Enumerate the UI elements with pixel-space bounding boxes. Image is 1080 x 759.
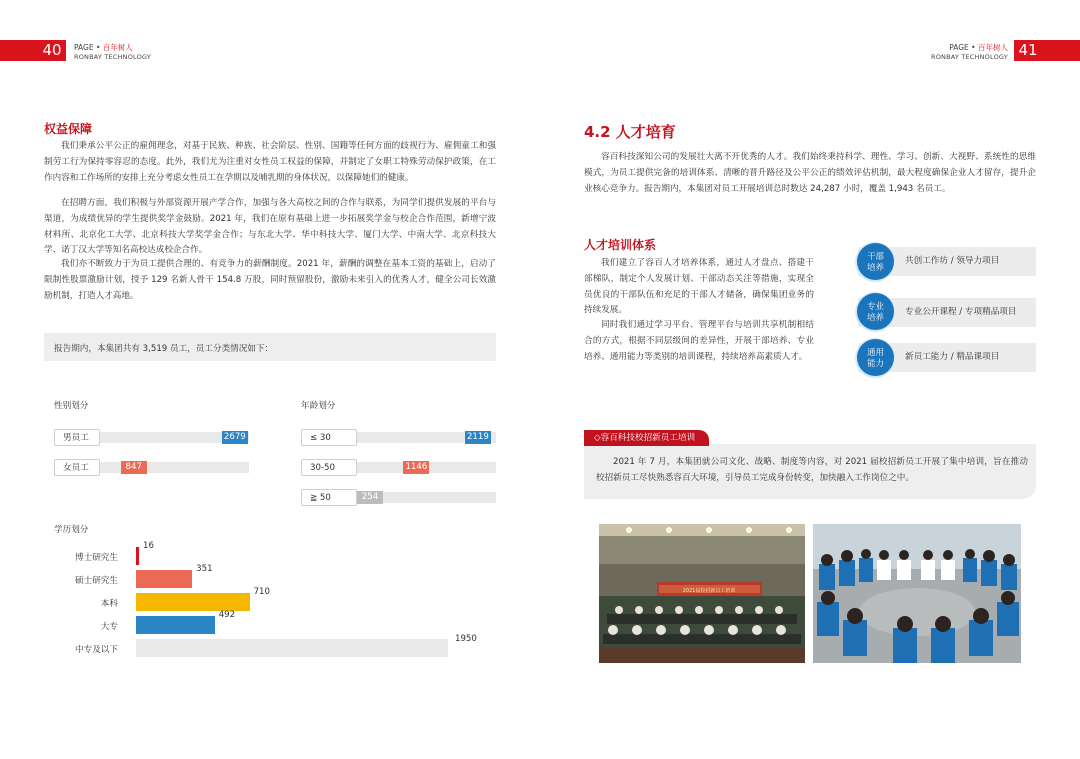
program-text-cadre: 共创工作坊 / 领导力项目 <box>905 256 1000 266</box>
edu-label-4: 中专及以下 <box>75 645 118 655</box>
program-text-general: 新员工能力 / 精品课项目 <box>905 352 1000 362</box>
program-circle-cadre-line2: 培养 <box>867 261 884 272</box>
program-circle-professional-line1: 专业 <box>867 300 884 311</box>
talent-intro: 容百科技深知公司的发展壮大离不开优秀的人才。我们始终秉持科学、理性、学习、创新、大视野、系统性的思维模式，为员工提供完备的培训体系、清晰的晋升路径及公平公正的绩效评估机制，最大程度确保企业人才留存，提升企业核心竞争力。报告期内，本集团对员工开展培训总时数达 24,287 小时，覆盖 1,943 名员工。 <box>584 152 1036 194</box>
gender-value-0: 2679 <box>222 431 248 444</box>
edu-value-2: 710 <box>253 587 270 597</box>
training-circle-photo <box>813 524 1021 663</box>
training-paragraph-2: 同时我们通过学习平台、管理平台与培训共享机制相结合的方式，根据不同层级间的差异性，开展干部培养、专业培养、通用能力等类别的培训课程，持续培养高素质人才。 <box>584 320 814 362</box>
age-chart-title: 年龄划分 <box>301 401 336 411</box>
training-paragraph-1: 我们建立了容百人才培养体系，通过人才盘点、搭建干部梯队，制定个人发展计划、干部动态关注等措施，实现全员优良的干部队伍和充足的干部人才储备，确保集团业务的持续发展。 <box>584 258 814 316</box>
program-circle-general-line2: 能力 <box>867 357 884 368</box>
program-circle-general-line1: 通用 <box>867 346 884 357</box>
left-page-number: 40 <box>42 41 62 59</box>
right-brand-en: RONBAY TECHNOLOGY <box>930 53 1008 61</box>
left-page-word: PAGE • <box>74 43 101 52</box>
edu-label-0: 博士研究生 <box>75 553 118 563</box>
left-brand-en: RONBAY TECHNOLOGY <box>74 53 152 61</box>
gender-value-1: 847 <box>121 461 147 474</box>
talent-section-title: 4.2 人才培育 <box>584 123 676 141</box>
right-page-number: 41 <box>1018 41 1038 59</box>
edu-value-0: 16 <box>143 541 154 551</box>
edu-value-3: 492 <box>218 610 236 620</box>
rights-paragraph-3: 我们亦不断致力于为员工提供合理的、有竞争力的薪酬制度。2021 年，薪酬的调整在基本工资的基础上，启动了限制性股票激励计划，授予 129 名新人骨干 154.8 万股，同时预留股份，激励未来引入的优秀人才，健全公司长效激励机制，打造人才高地。 <box>44 259 496 301</box>
age-label-2: ≧ 50 <box>301 489 357 506</box>
age-value-1: 1146 <box>403 461 429 474</box>
program-text-professional: 专业公开课程 / 专项精品项目 <box>905 307 1017 317</box>
right-brand-cn: 百年树人 <box>978 43 1008 52</box>
rights-paragraph-2: 在招聘方面，我们积极与外部资源开展产学合作，加强与各大高校之间的合作与联系，为同学们提供发展的平台与渠道，为成绩优异的学生提供奖学金鼓励。2021 年，我们在原有基础上进一步拓展奖学金与校企合作范围，新增宁波材料所、北京化工大学、北京科技大学奖学金合作；与东北大学、华中科技大学、厦门大学、中南大学、北京科技大学、诺丁汉大学等知名高校达成校企合作。 <box>44 198 496 256</box>
gender-label-1: 女员工 <box>54 459 100 476</box>
program-circle-professional <box>857 293 894 330</box>
edu-bar-1 <box>136 570 192 588</box>
right-header-page-label <box>949 42 1008 53</box>
meeting-banner-text: 2021届校招新员工培训 <box>682 588 736 594</box>
left-brand-cn: 百年树人 <box>102 43 133 52</box>
edu-bar-0 <box>136 547 139 565</box>
edu-value-1: 351 <box>196 564 213 574</box>
program-circle-general <box>857 339 894 376</box>
edu-bar-3 <box>136 616 215 634</box>
summary-text: 报告期内，本集团共有 3,519 员工，员工分类情况如下： <box>54 344 274 354</box>
edu-label-3: 大专 <box>100 622 118 632</box>
training-system-title: 人才培训体系 <box>584 238 657 252</box>
edu-chart-title: 学历划分 <box>54 525 89 535</box>
age-label-1: 30-50 <box>301 459 357 476</box>
edu-label-1: 硕士研究生 <box>75 576 118 586</box>
rights-paragraph-1: 我们秉承公平公正的雇佣理念，对基于民族、种族、社会阶层、性别、国籍等任何方面的歧视行为、雇佣童工和强制劳工行为保持零容忍的态度。此外，我们尤为注重对女性员工权益的保障，并制定了女职工特殊劳动保护政策，在工作内容和工作场所的安排上充分考虑女性员工在孕期以及哺乳期的身体状况，以保障她们的健康。 <box>44 141 496 183</box>
program-circle-cadre-line1: 干部 <box>867 250 884 261</box>
right-page-word: PAGE • <box>949 43 976 52</box>
edu-label-2: 本科 <box>100 599 118 609</box>
gender-label-0: 男员工 <box>54 429 100 446</box>
training-meeting-photo <box>599 524 805 663</box>
age-value-0: 2119 <box>465 431 491 444</box>
meeting-photo-graphic <box>599 524 805 663</box>
case-tab: ◇容百科技校招新员工培训 <box>584 430 709 446</box>
left-header-page-label <box>74 42 133 53</box>
age-value-2: 254 <box>357 491 383 504</box>
edu-value-4: 1950 <box>455 634 477 644</box>
gender-chart-title: 性别划分 <box>54 401 89 411</box>
rights-title: 权益保障 <box>44 122 93 136</box>
age-label-0: ≤ 30 <box>301 429 357 446</box>
program-circle-professional-line2: 培养 <box>867 311 884 322</box>
case-text: 2021 年 7 月，本集团就公司文化、战略、制度等内容，对 2021 届校招新员工开展了集中培训，旨在推动校招新员工尽快熟悉容百大环境，引导员工完成身份转变，加快融入工作岗位之中。 <box>596 457 1028 483</box>
edu-bar-4 <box>136 639 448 657</box>
program-circle-cadre <box>857 243 894 280</box>
circle-photo-graphic <box>813 524 1021 663</box>
edu-bar-2 <box>136 593 250 611</box>
